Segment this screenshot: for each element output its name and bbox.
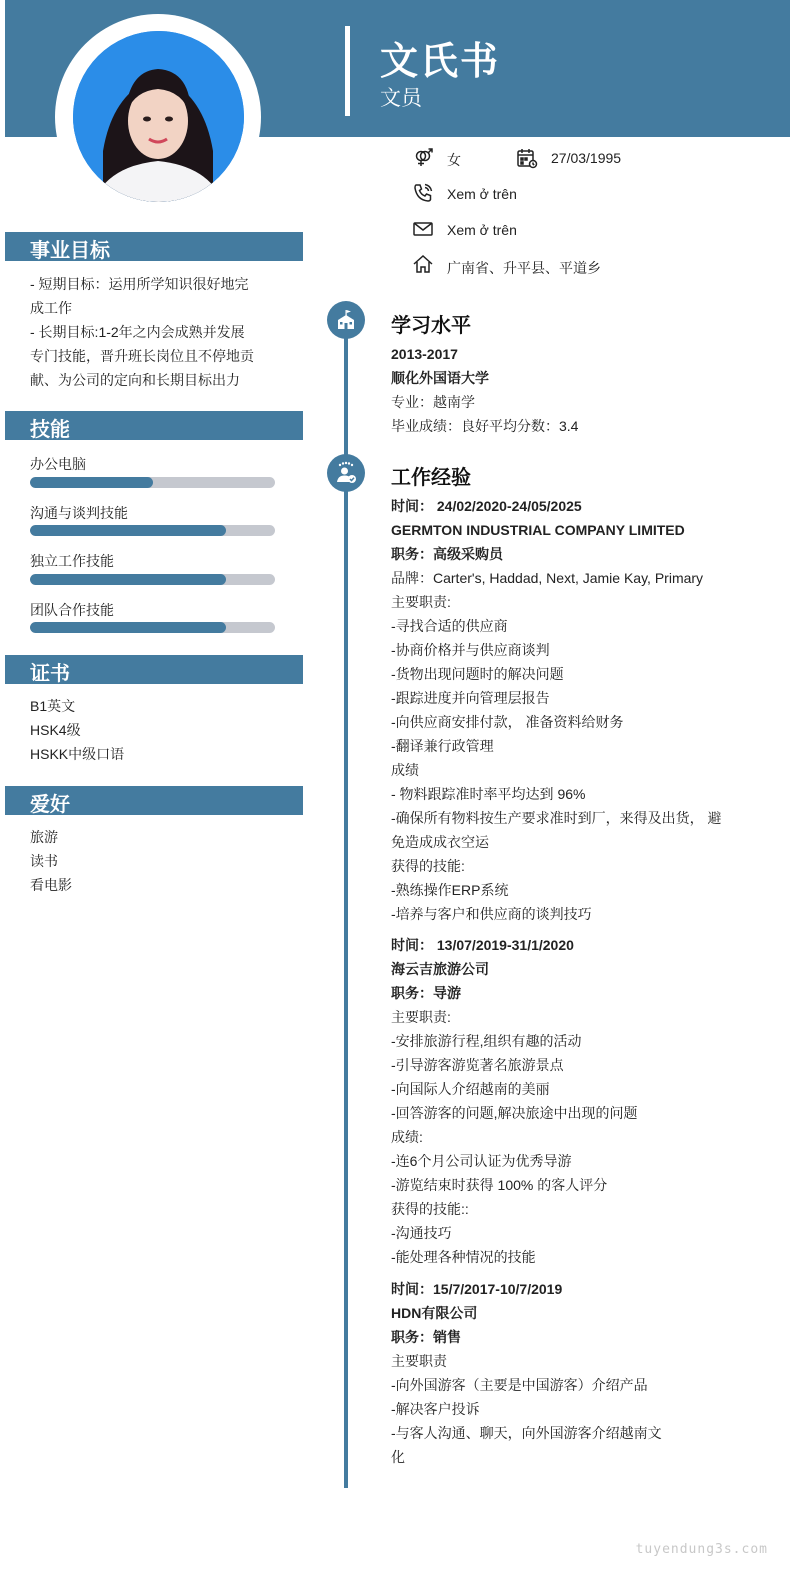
education-entry [391, 342, 731, 438]
gender-value: 女 [447, 152, 461, 168]
certificate-item: HSK4级 [30, 722, 81, 738]
birthday-value: 27/03/1995 [551, 150, 622, 166]
phone-icon [412, 182, 434, 204]
job-entry: 时间： 24/02/2020-24/05/2025 GERMTON INDUSTRIAL COMPANY LIMITED 职务：高级采购员 品牌：Carter's, Haddad, Next, Jamie Kay, Primary 主要职责: -寻找合适的供应商 -协商价格并与供应商谈判 -货物出现问题时的解决问题 -跟踪进度并向管理层报告 -向供应商安排付款， 准备资料给财务 -翻译兼行政管理 成绩 - 物料跟踪准时率平均达到 96% -确保所有物料按生产要求准时到厂，来得及出货， 避 免造成成衣空运 获得的技能: -熟练操作ERP系统 -培养与客户和供应商的谈判技巧 [391, 494, 736, 926]
certificates-list [30, 694, 124, 766]
certificates-heading: 证书 [5, 655, 303, 684]
certificate-item: B1英文 [30, 698, 76, 714]
hobbies-list [30, 825, 72, 897]
hobby-item: 读书 [30, 853, 58, 869]
skill-bar [30, 477, 275, 488]
skill-bar [30, 622, 275, 633]
name-divider [345, 26, 350, 116]
skill-label: 办公电脑 [30, 456, 86, 472]
school-icon [327, 301, 365, 339]
skill-label: 独立工作技能 [30, 553, 114, 569]
job-time: 时间： 24/02/2020-24/05/2025 [391, 498, 582, 514]
objective-text: - 短期目标：运用所学知识很好地完 成工作 - 长期目标:1-2年之内会成熟并发展 专门技能，晋升班长岗位且不停地贡 献、为公司的定向和长期目标出力 [30, 276, 254, 388]
watermark: tuyendung3s.com [635, 1542, 768, 1557]
job-position: 职务：高级采购员 [391, 546, 503, 562]
avatar [73, 31, 244, 202]
skills-heading: 技能 [5, 411, 303, 440]
skill-bar [30, 525, 275, 536]
experience-heading: 工作经验 [391, 467, 471, 489]
skill-bar [30, 574, 275, 585]
home-icon [412, 253, 434, 275]
job-entry: 时间：15/7/2017-10/7/2019 HDN有限公司 职务：销售 主要职责 -向外国游客（主要是中国游客）介绍产品 -解决客户投诉 -与客人沟通、聊天，向外国游客介绍越南文 化 [391, 1277, 731, 1469]
email-value: Xem ở trên [447, 222, 517, 238]
job-position: 职务：销售 [391, 1329, 461, 1345]
gender-icon [412, 147, 434, 169]
candidate-name: 文氏书 [380, 41, 501, 83]
calendar-icon [516, 147, 538, 169]
job-time: 时间：15/7/2017-10/7/2019 [391, 1281, 563, 1297]
skill-label: 团队合作技能 [30, 602, 114, 618]
job-company: GERMTON INDUSTRIAL COMPANY LIMITED [391, 522, 685, 538]
job-time: 时间： 13/07/2019-31/1/2020 [391, 937, 574, 953]
hobbies-heading: 爱好 [5, 786, 303, 815]
address-value: 广南省、升平县、平道乡 [447, 260, 601, 276]
job-title: 文员 [380, 87, 422, 110]
hobby-item: 看电影 [30, 877, 72, 893]
certificate-item: HSKK中级口语 [30, 746, 125, 762]
education-major: 专业：越南学 [391, 394, 475, 410]
hobby-item: 旅游 [30, 829, 58, 845]
job-position: 职务：导游 [391, 985, 461, 1001]
education-grade: 毕业成绩：良好平均分数：3.4 [391, 418, 579, 434]
mail-icon [412, 218, 434, 240]
education-period: 2013-2017 [391, 346, 458, 362]
skill-label: 沟通与谈判技能 [30, 505, 128, 521]
team-icon [327, 454, 365, 492]
education-heading: 学习水平 [391, 315, 471, 337]
job-company: HDN有限公司 [391, 1305, 478, 1321]
education-school: 顺化外国语大学 [391, 370, 489, 386]
phone-value: Xem ở trên [447, 186, 517, 202]
objective-heading: 事业目标 [5, 232, 303, 261]
job-company: 海云吉旅游公司 [391, 961, 489, 977]
job-entry: 时间： 13/07/2019-31/1/2020 海云吉旅游公司 职务：导游 主要职责: -安排旅游行程,组织有趣的活动 -引导游客游览著名旅游景点 -向国际人介绍越南的美丽 -回答游客的问题,解决旅途中出现的问题 成绩: -连6个月公司认证为优秀导游 -游览结束时获得 100% 的客人评分 获得的技能:: -沟通技巧 -能处理各种情况的技能 [391, 933, 731, 1269]
